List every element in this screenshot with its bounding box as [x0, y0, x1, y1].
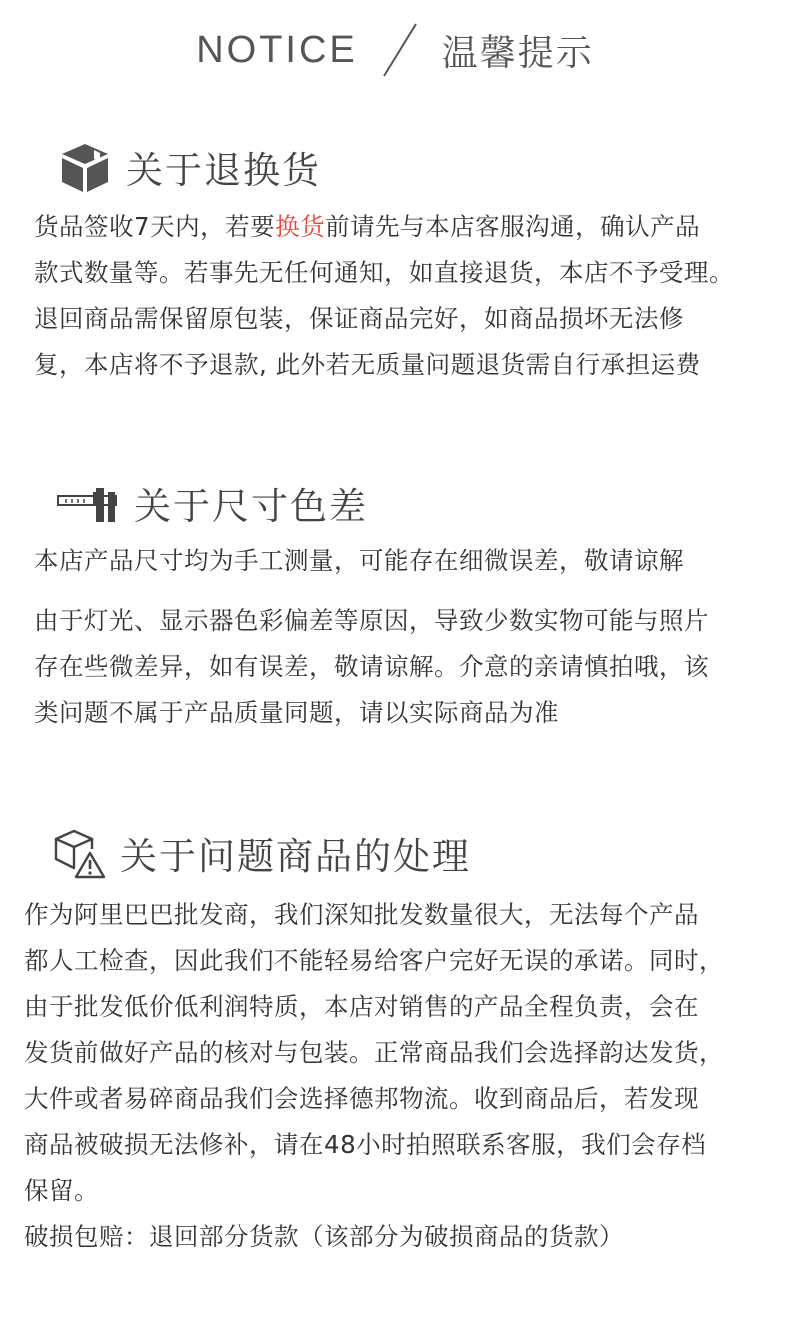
section-problem-line: 由于批发低价低利润特质，本店对销售的产品全程负责，会在 [24, 992, 699, 1021]
section-size-line: 由于灯光、显示器色彩偏差等原因，导致少数实物可能与照片 [34, 606, 709, 635]
section-size-line: 存在些微差异，如有误差，敬请谅解。介意的亲请慎拍哦，该 [34, 652, 709, 681]
section-problem-line: 作为阿里巴巴批发商，我们深知批发数量很大，无法每个产品 [24, 900, 699, 929]
section-problem-line: 大件或者易碎商品我们会选择德邦物流。收到商品后，若发现 [24, 1084, 699, 1113]
section-title-label: 关于尺寸色差 [134, 485, 368, 528]
notice-title-en: NOTICE [196, 28, 358, 71]
box-icon [58, 140, 112, 194]
section-problem-line: 发货前做好产品的核对与包装。正常商品我们会选择韵达发货， [24, 1038, 724, 1067]
section-problem-title [52, 826, 471, 880]
section-returns-line: 货品签收7天内，若要换货前请先与本店客服沟通，确认产品 [34, 212, 701, 241]
notice-header [0, 22, 790, 78]
highlight-exchange: 换货 [275, 212, 326, 241]
section-problem-line: 都人工检查，因此我们不能轻易给客户完好无误的承诺。同时， [24, 946, 724, 975]
caliper-icon [56, 478, 120, 528]
section-title-label: 关于问题商品的处理 [120, 835, 471, 878]
section-returns-line: 退回商品需保留原包装，保证商品完好，如商品损坏无法修 [34, 304, 684, 333]
section-title-label: 关于退换货 [126, 149, 321, 192]
section-problem-line: 保留。 [24, 1176, 99, 1205]
damaged-box-warning-icon [52, 827, 106, 879]
section-size-line: 本店产品尺寸均为手工测量，可能存在细微误差，敬请谅解 [34, 546, 684, 575]
notice-title-cn: 温馨提示 [441, 32, 594, 74]
section-returns-title [58, 140, 321, 194]
section-returns-line: 款式数量等。若事先无任何通知，如直接退货，本店不予受理。 [34, 258, 734, 287]
section-problem-line: 破损包赔：退回部分货款（该部分为破损商品的货款） [24, 1222, 624, 1251]
section-returns-line: 复，本店将不予退款, 此外若无质量问题退货需自行承担运费 [34, 350, 701, 379]
section-size-line: 类问题不属于产品质量同题，请以实际商品为准 [34, 698, 559, 727]
section-problem-line: 商品被破损无法修补，请在48小时拍照联系客服，我们会存档 [24, 1130, 707, 1159]
slash-divider [378, 22, 422, 78]
section-size-title [56, 476, 368, 530]
